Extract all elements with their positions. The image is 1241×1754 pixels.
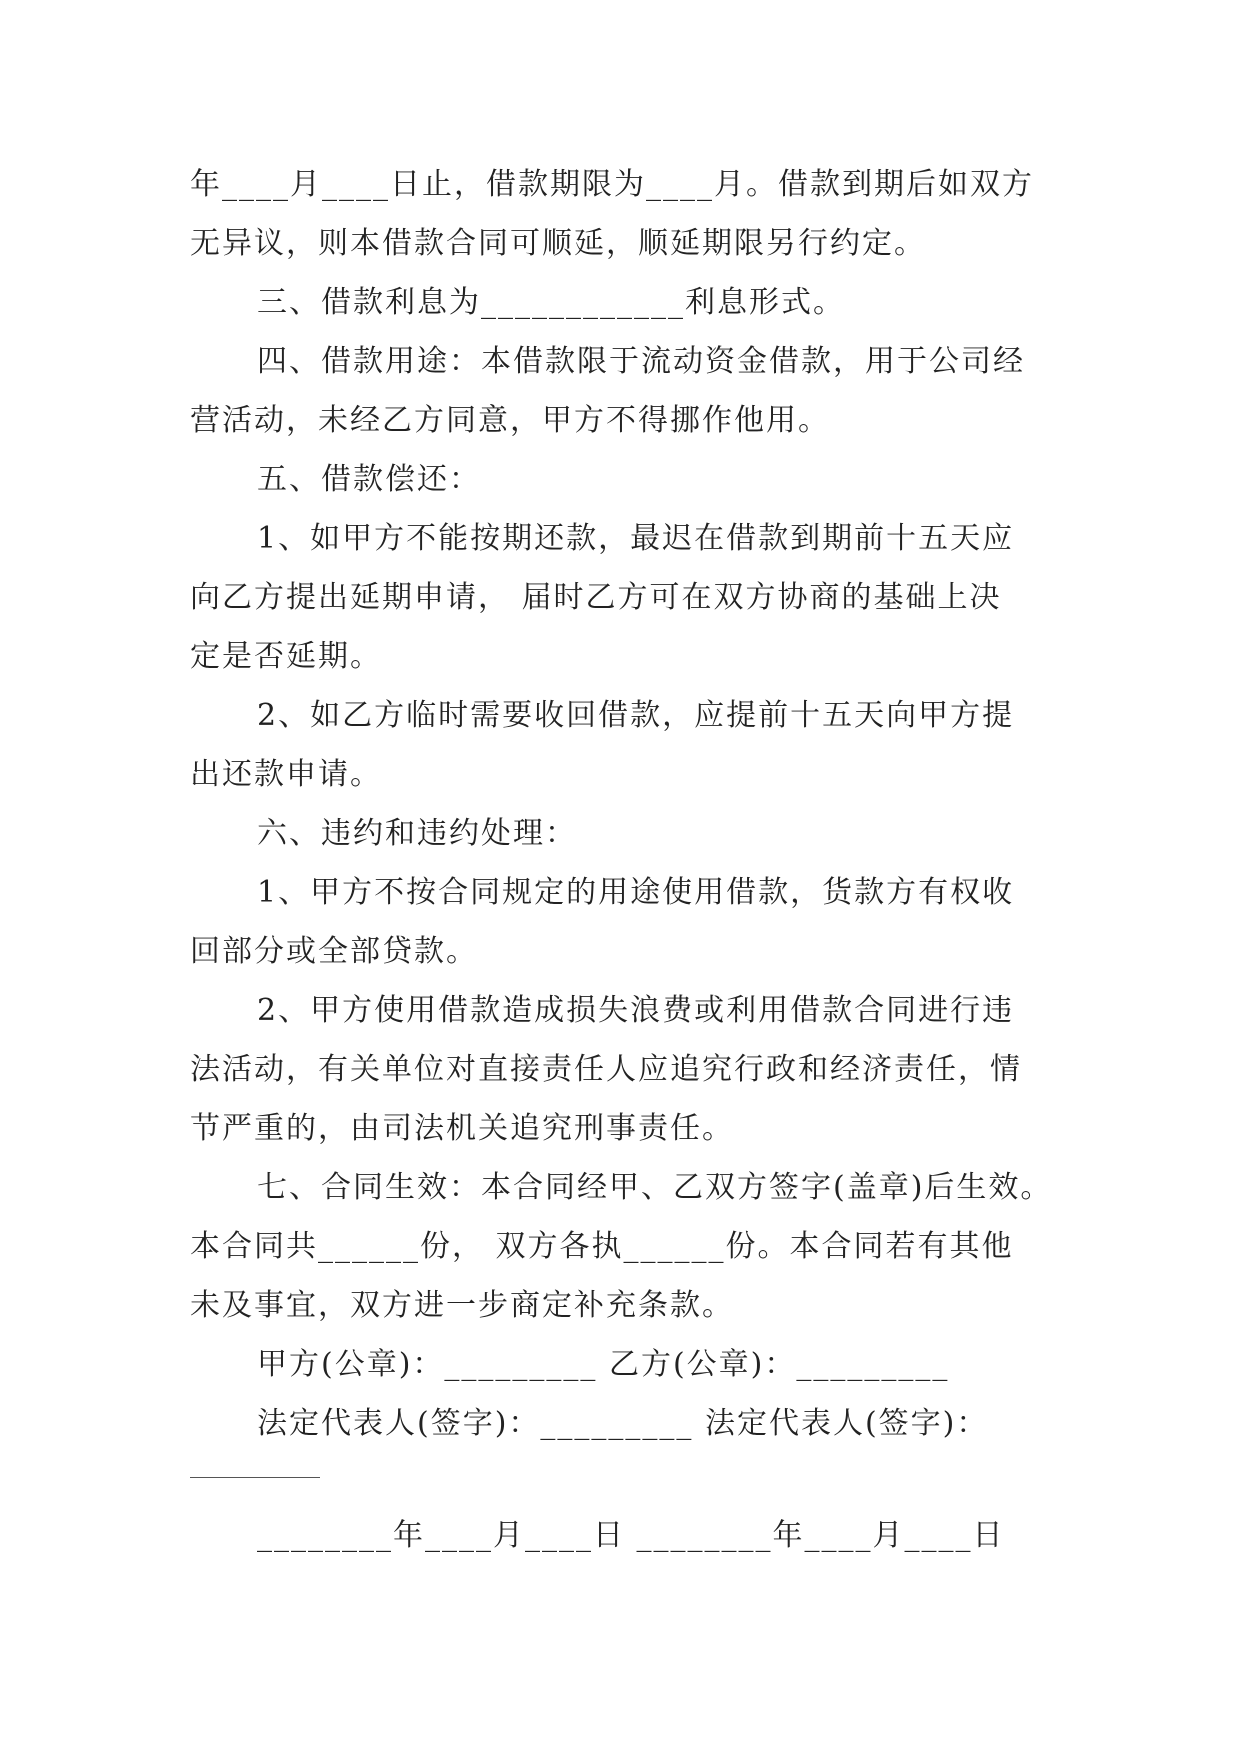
- paragraph-line: 回部分或全部贷款。: [190, 934, 478, 969]
- breach-item-1: 1、甲方不按合同规定的用途使用借款，货款方有权收: [257, 875, 1015, 910]
- paragraph-line: 法活动，有关单位对直接责任人应追究行政和经济责任，情: [190, 1052, 1022, 1087]
- seal-line: 甲方(公章)：_________ 乙方(公章)：_________: [257, 1347, 950, 1382]
- repayment-item-1: 1、如甲方不能按期还款，最迟在借款到期前十五天应: [257, 521, 1015, 556]
- paragraph-line: 未及事宜，双方进一步商定补充条款。: [190, 1288, 734, 1323]
- paragraph-line: 无异议，则本借款合同可顺延，顺延期限另行约定。: [190, 226, 926, 261]
- paragraph-line: 向乙方提出延期申请， 届时乙方可在双方协商的基础上决: [190, 580, 1002, 615]
- paragraph-line: 营活动，未经乙方同意，甲方不得挪作他用。: [190, 403, 830, 438]
- repayment-item-2: 2、如乙方临时需要收回借款，应提前十五天向甲方提: [257, 698, 1015, 733]
- paragraph-line: 出还款申请。: [190, 757, 382, 792]
- clause-three-interest: 三、借款利息为____________利息形式。: [257, 285, 845, 320]
- signature-line: 法定代表人(签字)：_________ 法定代表人(签字)：: [257, 1406, 989, 1441]
- clause-seven-effect: 七、合同生效：本合同经甲、乙双方签字(盖章)后生效。: [257, 1170, 1053, 1205]
- clause-five-repayment: 五、借款偿还：: [257, 462, 481, 497]
- paragraph-line: 定是否延期。: [190, 639, 382, 674]
- paragraph-line: 节严重的，由司法机关追究刑事责任。: [190, 1111, 734, 1146]
- signature-blank-rule: [190, 1477, 320, 1478]
- paragraph-line: 本合同共______份， 双方各执______份。本合同若有其他: [190, 1229, 1014, 1264]
- date-line: ________年____月____日 ________年____月____日: [257, 1518, 1005, 1553]
- breach-item-2: 2、甲方使用借款造成损失浪费或利用借款合同进行违: [257, 993, 1015, 1028]
- clause-six-breach: 六、违约和违约处理：: [257, 816, 577, 851]
- clause-four-purpose: 四、借款用途：本借款限于流动资金借款，用于公司经: [257, 344, 1025, 379]
- paragraph-line: 年____月____日止，借款期限为____月。借款到期后如双方: [190, 167, 1034, 202]
